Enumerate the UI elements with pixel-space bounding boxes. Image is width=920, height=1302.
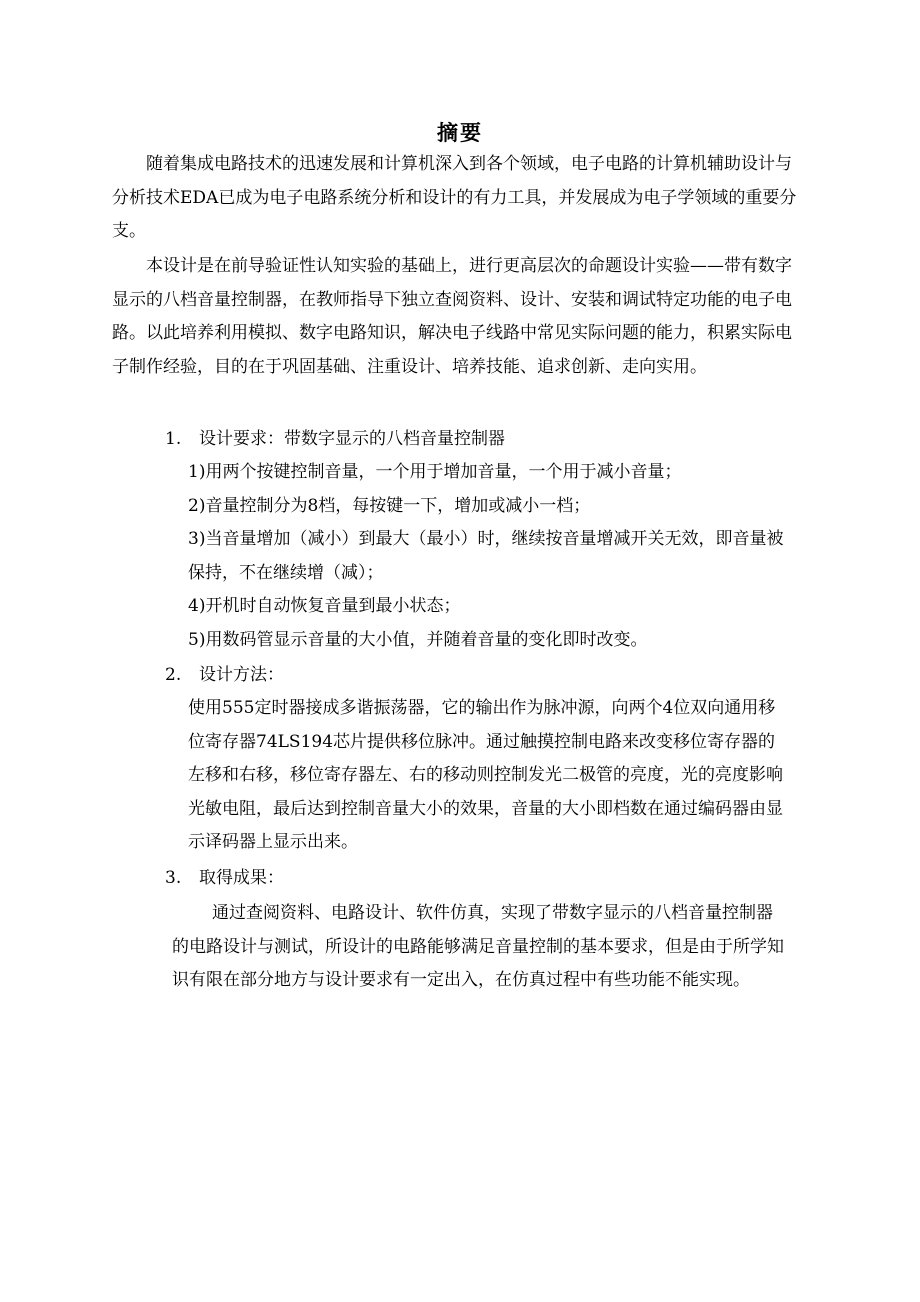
section-3-heading [165,862,785,896]
section-1-number: 1. [165,429,182,449]
section-2-number: 2. [165,665,182,685]
requirements-list [188,456,788,657]
design-method-paragraph [188,692,788,860]
intro-paragraph-1 [112,148,800,249]
design-method-text: 使用555定时器接成多谐振荡器，它的输出作为脉冲源，向两个4位双向通用移位寄存器74LS194芯片提供移位脉冲。通过触摸控制电路来改变移位寄存器的左移和右移，移位寄存器左、右的移动则控制发光二极管的亮度，光的亮度影响光敏电阻，最后达到控制音量大小的效果，音量的大小即档数在通过编码器由显示译码器上显示出来。 [188,698,783,852]
section-1-heading [165,423,785,457]
section-3-number: 3. [165,868,182,888]
intro-paragraph-2 [112,250,800,384]
requirement-item-1: 1)用两个按键控制音量，一个用于增加音量，一个用于减小音量； [188,462,682,482]
results-paragraph [172,897,784,998]
requirement-item-3: 3)当音量增加（减小）到最大（最小）时，继续按音量增减开关无效，即音量被保持，不在继续增（减）； [188,529,784,583]
section-1-heading-text: 设计要求：带数字显示的八档音量控制器 [199,429,505,449]
intro-paragraph-1-text: 随着集成电路技术的迅速发展和计算机深入到各个领域，电子电路的计算机辅助设计与分析技术EDA已成为电子电路系统分析和设计的有力工具，并发展成为电子学领域的重要分支。 [112,154,797,241]
requirement-item-2: 2)音量控制分为8档，每按键一下，增加或减小一档； [188,495,591,516]
requirement-item-5: 5)用数码管显示音量的大小值，并随着音量的变化即时改变。 [188,629,648,650]
page-title: 摘要 [437,120,483,145]
section-2-heading-text: 设计方法： [199,665,284,685]
section-3-heading-text: 取得成果： [199,868,284,888]
intro-paragraph-2-text: 本设计是在前导验证性认知实验的基础上，进行更高层次的命题设计实验——带有数字显示的八档音量控制器，在教师指导下独立查阅资料、设计、安装和调试特定功能的电子电路。以此培养利用模拟、数字电路知识，解决电子线路中常见实际问题的能力，积累实际电子制作经验，目的在于巩固基础、注重设计、培养技能、追求创新、走向实用。 [112,256,792,377]
requirement-item-4: 4)开机时自动恢复音量到最小状态； [188,596,461,616]
section-2-heading [165,659,785,693]
results-text: 通过查阅资料、电路设计、软件仿真，实现了带数字显示的八档音量控制器的电路设计与测试，所设计的电路能够满足音量控制的基本要求，但是由于所学知识有限在部分地方与设计要求有一定出入，在仿真过程中有些功能不能实现。 [172,903,784,990]
